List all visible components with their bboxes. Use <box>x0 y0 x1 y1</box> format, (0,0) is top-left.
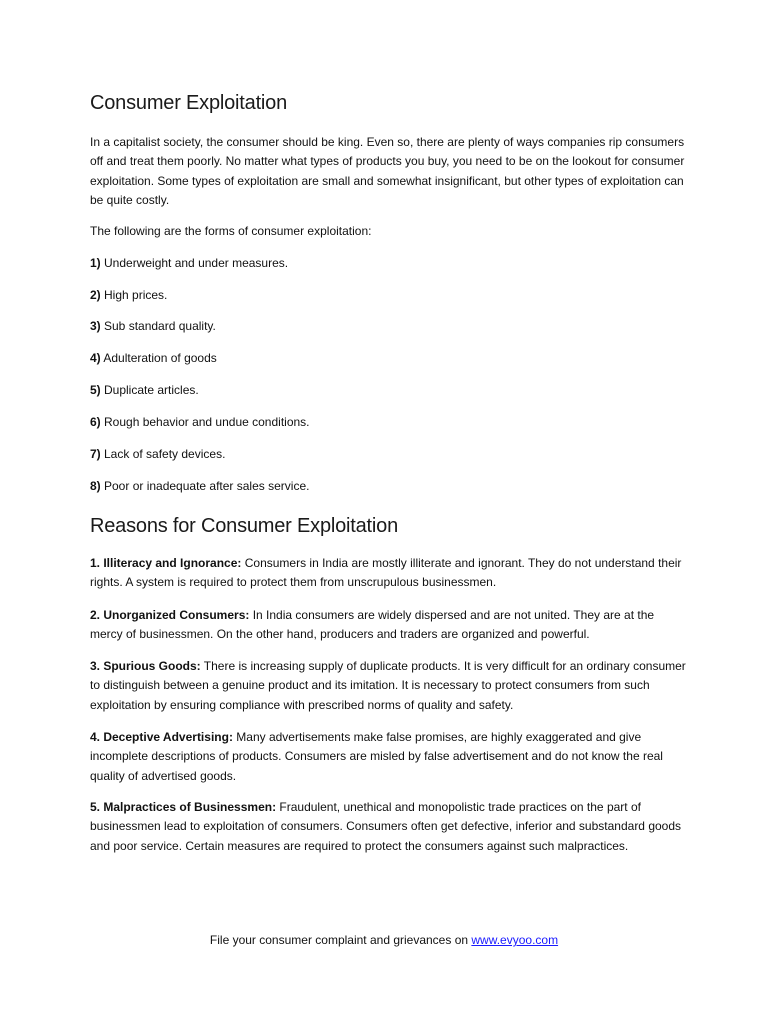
reason-heading: 2. Unorganized Consumers: <box>90 608 250 622</box>
reason-paragraph <box>90 728 690 786</box>
reason-heading: 1. Illiteracy and Ignorance: <box>90 556 242 570</box>
reason-paragraph <box>90 606 690 645</box>
form-item <box>90 254 288 273</box>
reason-heading: 4. Deceptive Advertising: <box>90 730 233 744</box>
form-item-text: Underweight and under measures. <box>100 256 289 270</box>
form-item-number: 5) <box>90 383 101 397</box>
reason-text: Consumers in India are mostly illiterate and ignorant. They do not understand their rights. A system is required to protect them from unscrupulous businessmen. <box>90 556 682 590</box>
form-item-number: 2) <box>90 288 101 302</box>
form-item <box>90 445 225 464</box>
form-item-text: Adulteration of goods <box>100 351 217 365</box>
form-item-number: 8) <box>90 479 101 493</box>
footer-link[interactable]: www.evyoo.com <box>471 933 559 947</box>
form-item <box>90 349 217 368</box>
form-item-number: 3) <box>90 319 101 333</box>
form-item-text: High prices. <box>100 288 168 302</box>
reason-paragraph <box>90 554 690 593</box>
reasons-title: Reasons for Consumer Exploitation <box>90 515 398 537</box>
form-item-text: Rough behavior and undue conditions. <box>100 415 310 429</box>
form-item-number: 4) <box>90 351 101 365</box>
reason-text: In India consumers are widely dispersed and are not united. They are at the mercy of businessmen. On the other hand, producers and traders are organized and powerful. <box>90 608 655 642</box>
form-item-text: Poor or inadequate after sales service. <box>100 479 310 493</box>
form-item <box>90 381 199 400</box>
form-item <box>90 286 167 305</box>
page-title: Consumer Exploitation <box>90 92 288 114</box>
reason-paragraph <box>90 798 690 856</box>
form-item <box>90 317 216 336</box>
forms-lead-paragraph: The following are the forms of consumer exploitation: <box>90 224 372 238</box>
intro-paragraph: In a capitalist society, the consumer should be king. Even so, there are plenty of ways companies rip consumers off and treat them poorly. No matter what types of products you buy, you need to be on the lookout for consumer exploitation. Some types of exploitation are small and somewhat insignificant, but other types of exploitation can be quite costly. <box>90 135 685 207</box>
form-item-number: 6) <box>90 415 101 429</box>
form-item <box>90 477 309 496</box>
form-item-number: 1) <box>90 256 101 270</box>
reason-heading: 3. Spurious Goods: <box>90 659 201 673</box>
form-item-text: Lack of safety devices. <box>100 447 226 461</box>
form-item <box>90 413 310 432</box>
form-item-text: Duplicate articles. <box>100 383 199 397</box>
reason-heading: 5. Malpractices of Businessmen: <box>90 800 277 814</box>
reason-text: Many advertisements make false promises, are highly exaggerated and give incomplete descriptions of products. Consumers are misled by false advertisement and do not know the real quality of advertised goods. <box>90 730 663 783</box>
form-item-number: 7) <box>90 447 101 461</box>
reason-paragraph <box>90 657 690 715</box>
footer <box>0 931 768 950</box>
footer-text: File your consumer complaint and grievances on <box>209 933 472 947</box>
reason-text: Fraudulent, unethical and monopolistic trade practices on the part of businessmen lead to exploitation of consumers. Consumers often get defective, inferior and substandard goods and poor service. Certain measures are required to protect the consumers against such malpractices. <box>90 800 682 853</box>
form-item-text: Sub standard quality. <box>100 319 216 333</box>
reason-text: There is increasing supply of duplicate products. It is very difficult for an ordinary consumer to distinguish between a genuine product and its imitation. It is necessary to protect consumers from such exploitation by ensuring compliance with prescribed norms of quality and safety. <box>90 659 686 712</box>
